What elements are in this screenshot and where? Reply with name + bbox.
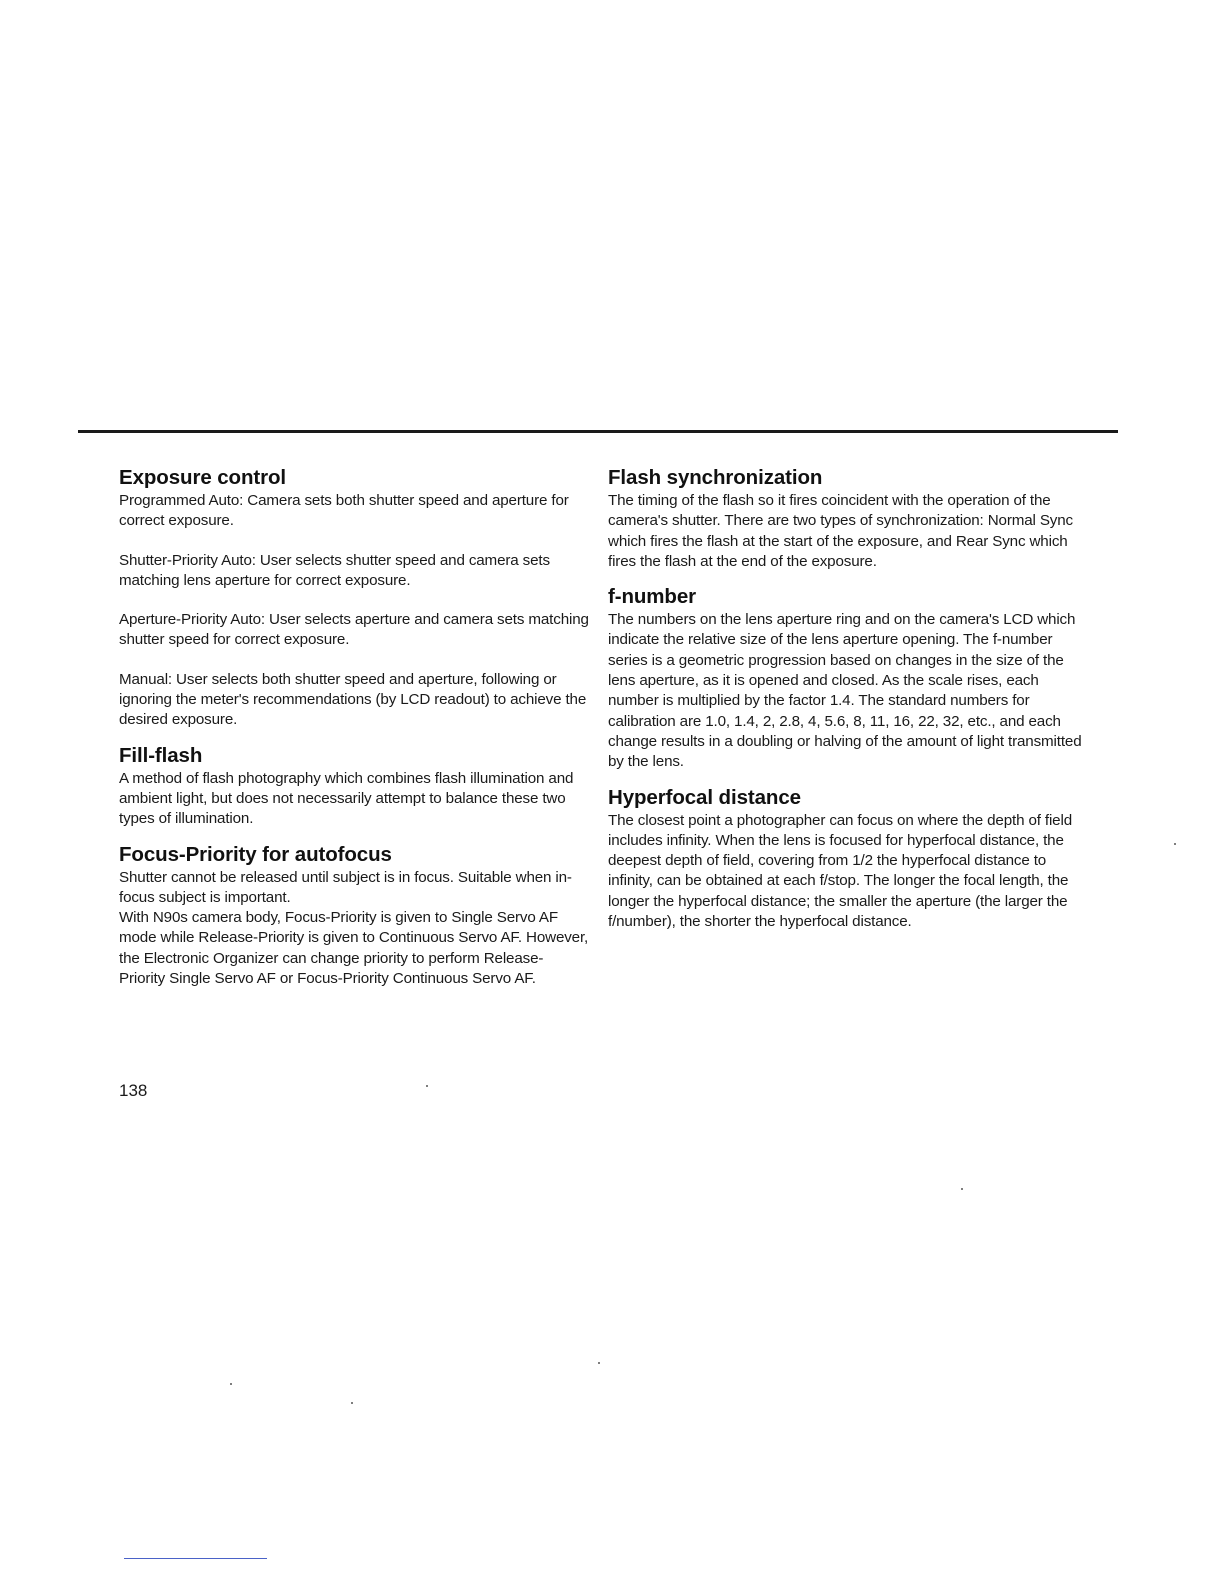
- section-heading: Exposure control: [119, 466, 286, 489]
- section-paragraph: Manual: User selects both shutter speed and aperture, following or ignoring the meter's recommendations (by LCD readout) to achieve the desired exposure.: [119, 670, 587, 729]
- scan-speck: [351, 1402, 353, 1404]
- section-heading: Flash synchronization: [608, 466, 823, 489]
- section-flash-synchronization: [608, 466, 1083, 572]
- section-exposure-control: [119, 466, 589, 731]
- section-focus-priority: [119, 843, 589, 990]
- section-paragraph: A method of flash photography which combines flash illumination and ambient light, but does not necessarily attempt to balance these two types of illumination.: [119, 769, 574, 828]
- section-paragraph: Programmed Auto: Camera sets both shutter speed and aperture for correct exposure.: [119, 492, 569, 530]
- section-heading: f-number: [608, 585, 697, 609]
- section-heading: Focus-Priority for autofocus: [119, 842, 392, 866]
- section-paragraph: The numbers on the lens aperture ring and on the camera's LCD which indicate the relative size of the lens aperture opening. The f-number series is a geometric progression based on changes in the size of the lens aperture, as it is opened and closed. As the scale rises, each number is multiplied by the factor 1.4. The standard numbers for calibration are 1.0, 1.4, 2, 2.8, 4, 5.6, 8, 11, 16, 22, 32, etc., and each change results in a doubling or halving of the amount of light transmitted by the lens.: [608, 611, 1082, 771]
- section-paragraph: Shutter-Priority Auto: User selects shutter speed and camera sets matching lens aperture for correct exposure.: [119, 551, 550, 589]
- section-hyperfocal-distance: [608, 786, 1083, 933]
- section-f-number: [608, 585, 1083, 772]
- right-column: [608, 466, 1083, 945]
- scan-speck: [230, 1383, 232, 1385]
- scan-speck: [961, 1188, 963, 1190]
- scan-speck: [1174, 843, 1176, 845]
- scan-speck: [598, 1362, 600, 1364]
- section-paragraph: The timing of the flash so it fires coincident with the operation of the camera's shutter. There are two types of synchronization: Normal Sync which fires the flash at the start of the exposure, and Rear Sync which fires the flash at the end of the exposure.: [608, 492, 1073, 570]
- footer-line: [124, 1558, 267, 1559]
- section-paragraph: Aperture-Priority Auto: User selects aperture and camera sets matching shutter speed for correct exposure.: [119, 611, 589, 649]
- section-heading: Fill-flash: [119, 743, 203, 767]
- scan-speck: [426, 1085, 428, 1087]
- section-paragraph: Shutter cannot be released until subject is in focus. Suitable when in-focus subject is important.: [119, 868, 572, 906]
- section-heading: Hyperfocal distance: [608, 785, 801, 809]
- section-paragraph: The closest point a photographer can focus on where the depth of field includes infinity. When the lens is focused for hyperfocal distance, the deepest depth of field, covering from 1/2 the hyperfocal distance to infinity, can be obtained at each f/stop. The longer the focal length, the longer the hyperfocal distance; the smaller the aperture (the larger the f/number), the shorter the hyperfocal distance.: [608, 811, 1072, 931]
- left-column: [119, 466, 589, 1002]
- page-number: 138: [119, 1081, 148, 1100]
- section-paragraph: With N90s camera body, Focus-Priority is given to Single Servo AF mode while Release-Priority is given to Continuous Servo AF. However, the Electronic Organizer can change priority to perform Release-Priority Single Servo AF or Focus-Priority Continuous Servo AF.: [119, 909, 589, 988]
- section-fill-flash: [119, 744, 589, 830]
- header-rule: [78, 430, 1118, 433]
